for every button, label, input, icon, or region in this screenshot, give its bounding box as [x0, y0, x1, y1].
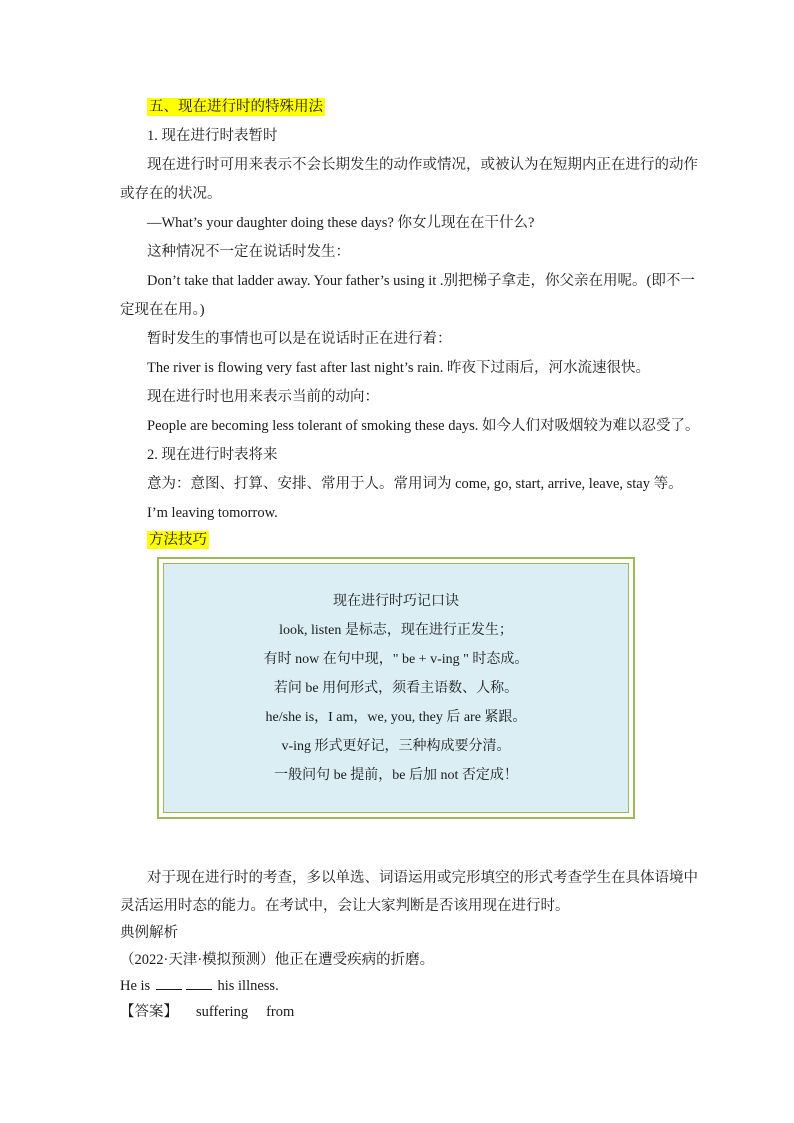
- sub1-title: 1. 现在进行时表暂时: [147, 128, 278, 144]
- mnemonic-line: v-ing 形式更好记，三种构成要分清。: [281, 739, 511, 754]
- example-5: I’m leaving tomorrow.: [147, 505, 278, 521]
- mnemonic-box-inner: [163, 563, 629, 813]
- example-4: People are becoming less tolerant of smoking these days. 如今人们对吸烟较为难以忍受了。: [147, 418, 700, 434]
- paragraph-5: 意为：意图、打算、安排、常用于人。常用词为 come, go, start, arrive, leave, stay 等。: [147, 476, 683, 492]
- example-1: —What’s your daughter doing these days? 你女儿现在在干什么?: [147, 215, 535, 231]
- example-2-line-1: Don’t take that ladder away. Your father’s using it .别把梯子拿走，你父亲在用呢。(即不一: [147, 273, 695, 289]
- tips-title: 方法技巧: [149, 532, 207, 548]
- answer-label: 【答案】: [120, 1004, 178, 1020]
- paragraph-2: 这种情况不一定在说话时发生：: [147, 244, 350, 260]
- paragraph-1-line-1: 现在进行时可用来表示不会长期发生的动作或情况，或被认为在短期内正在进行的动作: [147, 157, 698, 173]
- mnemonic-line: 有时 now 在句中现，" be + v-ing " 时态成。: [263, 652, 529, 667]
- question-prefix: He is: [120, 978, 151, 994]
- answer-word: suffering: [196, 1004, 249, 1020]
- paragraph-3: 暂时发生的事情也可以是在说话时正在进行着：: [147, 331, 452, 347]
- mnemonic-line: look, listen 是标志，现在进行正发生；: [279, 623, 513, 638]
- section-title: 五、现在进行时的特殊用法: [149, 99, 323, 115]
- example-3: The river is flowing very fast after last night’s rain. 昨夜下过雨后，河水流速很快。: [147, 360, 650, 376]
- example-heading: 典例解析: [120, 925, 178, 941]
- example-2-line-2: 定现在在用。): [120, 302, 205, 318]
- paragraph-6-line-1: 对于现在进行时的考查，多以单选、词语运用或完形填空的形式考查学生在具体语境中: [147, 870, 698, 886]
- paragraph-4: 现在进行时也用来表示当前的动向：: [147, 389, 379, 405]
- answer-blank[interactable]: [186, 977, 212, 990]
- answer-blank[interactable]: [156, 977, 182, 990]
- mnemonic-title: 现在进行时巧记口诀: [333, 594, 459, 609]
- paragraph-1-line-2: 或存在的状况。: [120, 186, 222, 202]
- answer-word: from: [266, 1004, 295, 1020]
- paragraph-6-line-2: 灵活运用时态的能力。在考试中，会让大家判断是否该用现在进行时。: [120, 898, 570, 914]
- question-source: （2022·天津·模拟预测）他正在遭受疾病的折磨。: [120, 952, 435, 968]
- question-suffix: his illness.: [217, 978, 279, 994]
- question-sentence: [120, 976, 279, 996]
- mnemonic-line: 若问 be 用何形式，须看主语数、人称。: [273, 681, 519, 696]
- answer-line: [120, 1002, 294, 1022]
- mnemonic-line: he/she is，I am，we, you, they 后 are 紧跟。: [265, 710, 527, 725]
- sub2-title: 2. 现在进行时表将来: [147, 447, 278, 463]
- mnemonic-box: [157, 557, 635, 819]
- mnemonic-line: 一般问句 be 提前，be 后加 not 否定成！: [274, 768, 518, 783]
